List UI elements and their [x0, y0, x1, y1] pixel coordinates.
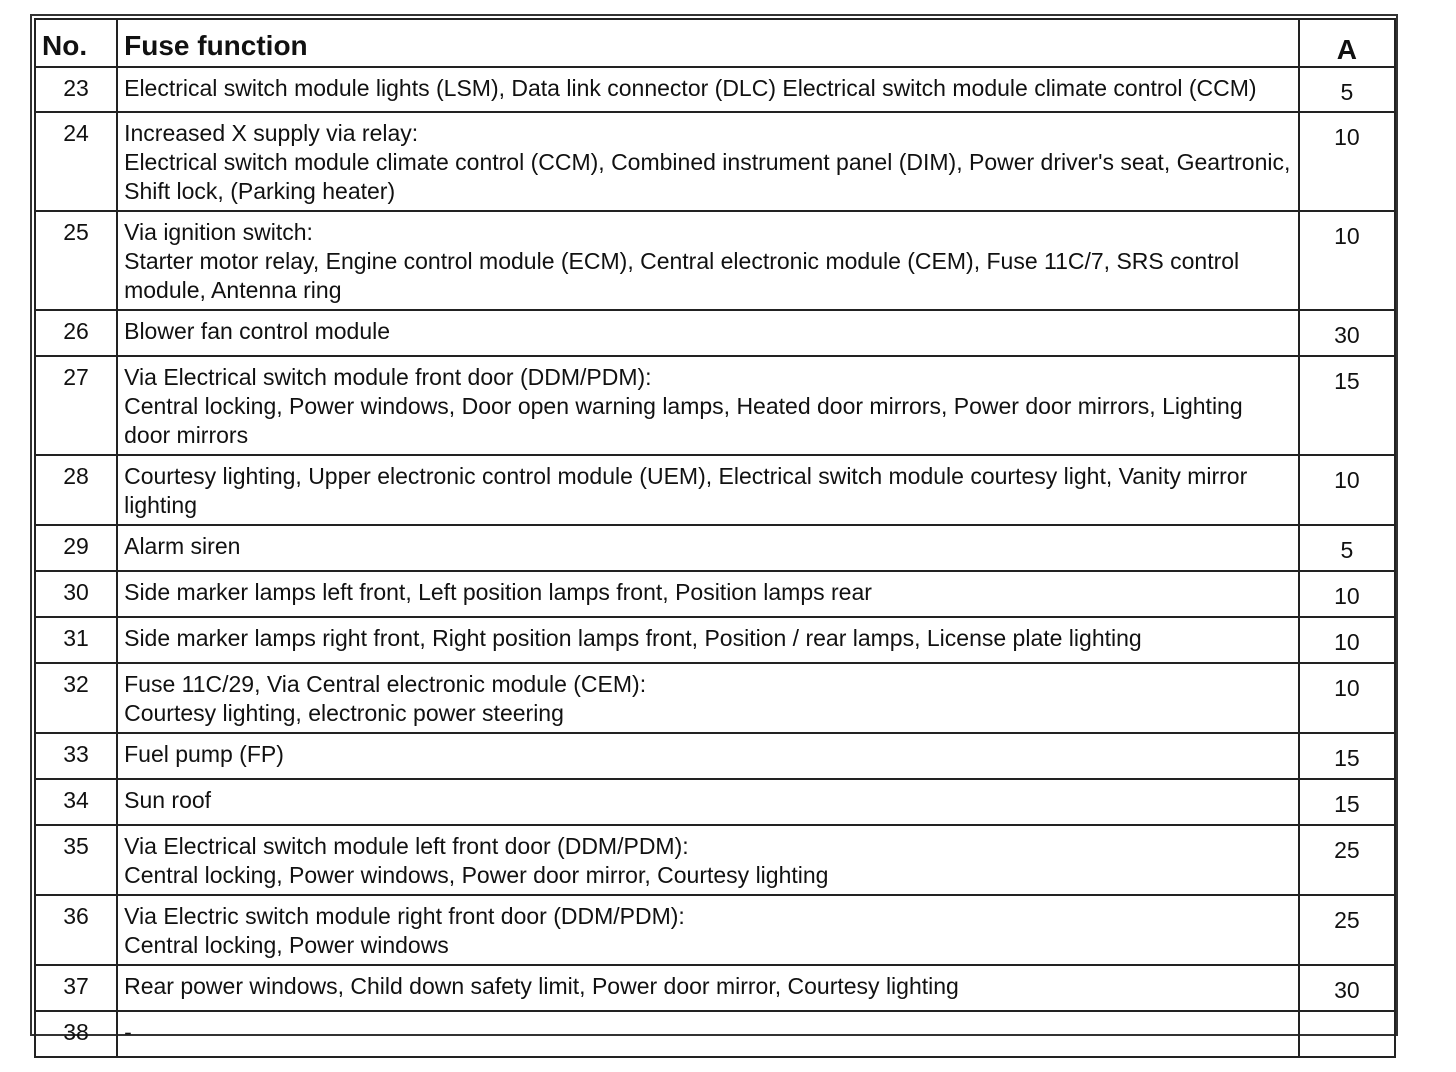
fuse-number: 27 [35, 356, 117, 455]
fuse-function: Via Electric switch module right front door (DDM/PDM): Central locking, Power windows [117, 895, 1299, 965]
fuse-function: Alarm siren [117, 525, 1299, 571]
fuse-number: 36 [35, 895, 117, 965]
fuse-number: 32 [35, 663, 117, 733]
fuse-amps: 15 [1299, 356, 1395, 455]
table-row [35, 1011, 1395, 1057]
table-row [35, 733, 1395, 779]
fuse-amps [1299, 1011, 1395, 1057]
fuse-function: Side marker lamps right front, Right position lamps front, Position / rear lamps, License plate lighting [117, 617, 1299, 663]
fuse-amps: 30 [1299, 965, 1395, 1011]
table-row [35, 455, 1395, 525]
table-row [35, 895, 1395, 965]
fuse-function: Rear power windows, Child down safety limit, Power door mirror, Courtesy lighting [117, 965, 1299, 1011]
fuse-number: 29 [35, 525, 117, 571]
fuse-amps: 10 [1299, 571, 1395, 617]
fuse-number: 31 [35, 617, 117, 663]
fuse-number: 35 [35, 825, 117, 895]
fuse-number: 37 [35, 965, 117, 1011]
header-fuse-function: Fuse function [117, 19, 1299, 67]
fuse-number: 23 [35, 67, 117, 112]
fuse-amps: 10 [1299, 663, 1395, 733]
fuse-amps: 30 [1299, 310, 1395, 356]
fuse-amps: 5 [1299, 525, 1395, 571]
table-row [35, 67, 1395, 112]
header-amps: A [1299, 19, 1395, 67]
fuse-function: Via ignition switch: Starter motor relay, Engine control module (ECM), Central electronic module (CEM), Fuse 11C/7, SRS control module, Antenna ring [117, 211, 1299, 310]
table-row [35, 310, 1395, 356]
fuse-number: 33 [35, 733, 117, 779]
fuse-number: 38 [35, 1011, 117, 1057]
header-no: No. [35, 19, 117, 67]
table-row [35, 571, 1395, 617]
fuse-function: Increased X supply via relay: Electrical switch module climate control (CCM), Combined instrument panel (DIM), Power driver's seat, Geartronic, Shift lock, (Parking heater) [117, 112, 1299, 211]
fuse-function: Via Electrical switch module front door (DDM/PDM): Central locking, Power windows, Door open warning lamps, Heated door mirrors, Power door mirrors, Lighting door mirrors [117, 356, 1299, 455]
table-row [35, 617, 1395, 663]
fuse-amps: 10 [1299, 211, 1395, 310]
table-row [35, 825, 1395, 895]
table-row [35, 211, 1395, 310]
table-row [35, 356, 1395, 455]
fuse-number: 26 [35, 310, 117, 356]
table-row [35, 779, 1395, 825]
fuse-number: 25 [35, 211, 117, 310]
fuse-function: - [117, 1011, 1299, 1057]
table-row [35, 112, 1395, 211]
fuse-amps: 25 [1299, 825, 1395, 895]
fuse-function: Sun roof [117, 779, 1299, 825]
fuse-amps: 15 [1299, 779, 1395, 825]
fuse-table [34, 18, 1396, 1058]
fuse-function: Fuel pump (FP) [117, 733, 1299, 779]
fuse-amps: 25 [1299, 895, 1395, 965]
fuse-function: Via Electrical switch module left front door (DDM/PDM): Central locking, Power windows, Power door mirror, Courtesy lighting [117, 825, 1299, 895]
fuse-number: 24 [35, 112, 117, 211]
fuse-function: Fuse 11C/29, Via Central electronic module (CEM): Courtesy lighting, electronic power steering [117, 663, 1299, 733]
fuse-number: 30 [35, 571, 117, 617]
fuse-amps: 10 [1299, 112, 1395, 211]
table-row [35, 965, 1395, 1011]
fuse-amps: 10 [1299, 455, 1395, 525]
fuse-function: Courtesy lighting, Upper electronic control module (UEM), Electrical switch module courtesy light, Vanity mirror lighting [117, 455, 1299, 525]
fuse-amps: 15 [1299, 733, 1395, 779]
table-row [35, 525, 1395, 571]
fuse-number: 28 [35, 455, 117, 525]
header-row [35, 19, 1395, 67]
fuse-amps: 10 [1299, 617, 1395, 663]
fuse-amps: 5 [1299, 67, 1395, 112]
fuse-function: Side marker lamps left front, Left position lamps front, Position lamps rear [117, 571, 1299, 617]
table-row [35, 663, 1395, 733]
fuse-function: Blower fan control module [117, 310, 1299, 356]
fuse-number: 34 [35, 779, 117, 825]
fuse-function: Electrical switch module lights (LSM), Data link connector (DLC) Electrical switch module climate control (CCM) [117, 67, 1299, 112]
